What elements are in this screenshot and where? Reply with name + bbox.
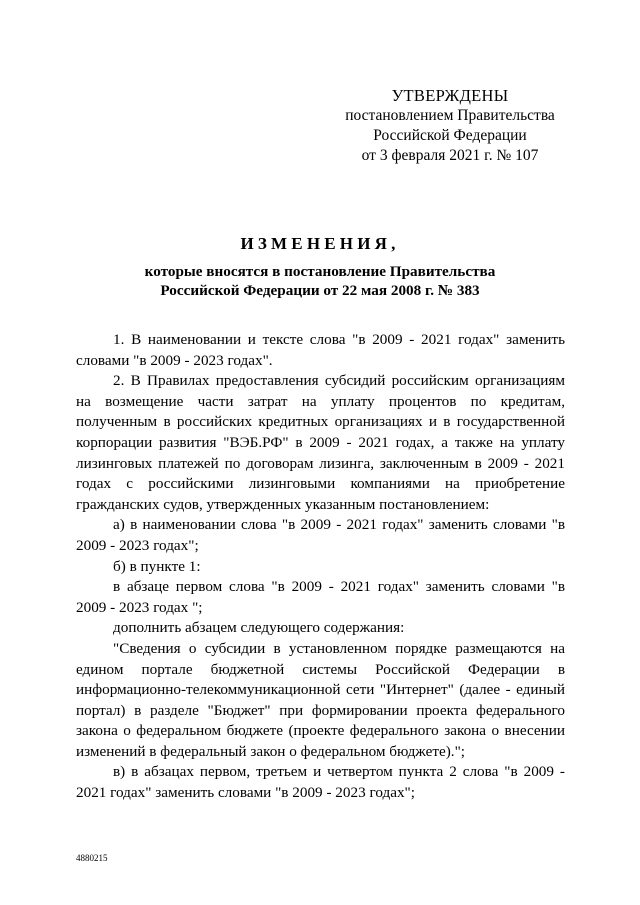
approval-line: Российской Федерации bbox=[373, 127, 527, 144]
document-title: ИЗМЕНЕНИЯ, bbox=[240, 234, 400, 253]
document-id: 4880215 bbox=[76, 853, 108, 863]
paragraph-b-2: дополнить абзацем следующего содержания: bbox=[113, 619, 405, 637]
paragraph-b-1: в абзаце первом слова "в 2009 - 2021 годах" заменить словами "в 2009 - 2023 годах "; bbox=[76, 578, 565, 616]
approval-block bbox=[330, 86, 570, 166]
subtitle-line: Российской Федерации от 22 мая 2008 г. № 383 bbox=[160, 282, 480, 299]
paragraph-b: б) в пункте 1: bbox=[113, 557, 201, 575]
approval-line: постановлением Правительства bbox=[345, 107, 555, 124]
document-subtitle bbox=[0, 262, 640, 300]
document-body bbox=[76, 330, 565, 804]
paragraph-quote: "Сведения о субсидии в установленном порядке размещаются на едином портале бюджетной системы Российской Федерации в информационно-телекоммуникационной сети "Интернет" (далее - единый портал) в разделе "Бюджет" при формировании проекта федерального закона о федеральном бюджете (проекте федерального закона о внесении изменений в федеральный закон о федеральном бюджете)."; bbox=[76, 639, 565, 760]
subtitle-line: которые вносятся в постановление Правительства bbox=[144, 263, 496, 280]
approval-line: от 3 февраля 2021 г. № 107 bbox=[361, 147, 539, 164]
paragraph-1: 1. В наименовании и тексте слова "в 2009 - 2021 годах" заменить словами "в 2009 - 2023 годах". bbox=[76, 331, 565, 369]
paragraph-2: 2. В Правилах предоставления субсидий российским организациям на возмещение части затрат на уплату процентов по кредитам, полученным в российских кредитных организациях и в государственной корпорации развития "ВЭБ.РФ" в 2009 - 2021 годах, а также на уплату лизинговых платежей по договорам лизинга, заключенным в 2009 - 2021 годах с российскими лизинговыми компаниями на приобретение гражданских судов, утвержденных указанным постановлением: bbox=[76, 372, 565, 513]
approval-heading: УТВЕРЖДЕНЫ bbox=[391, 86, 509, 105]
paragraph-a: а) в наименовании слова "в 2009 - 2021 годах" заменить словами "в 2009 - 2023 годах"; bbox=[76, 516, 565, 554]
paragraph-v: в) в абзацах первом, третьем и четвертом пункта 2 слова "в 2009 - 2021 годах" заменить словами "в 2009 - 2023 годах"; bbox=[76, 763, 565, 802]
